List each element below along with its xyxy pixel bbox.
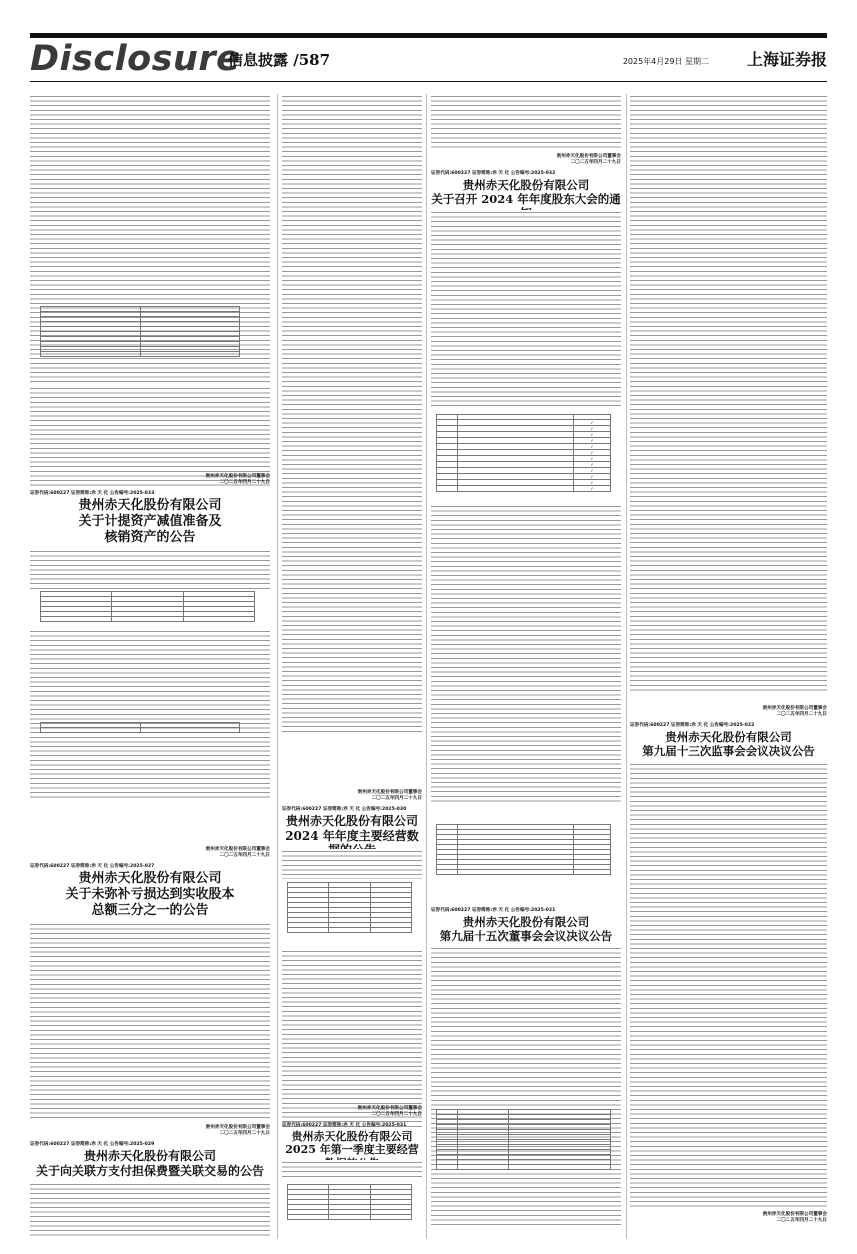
notice-title-line: 总额三分之一的公告: [91, 902, 209, 918]
column-1: [30, 94, 270, 1239]
signature: [358, 790, 422, 802]
notice-heading: [431, 915, 621, 943]
body-text: [630, 94, 827, 694]
check-mark: ✓: [574, 456, 611, 462]
table: [40, 306, 240, 357]
notice-title-line: 关于向关联方支付担保费暨关联交易的公告: [35, 1163, 264, 1178]
notice-title-line: 2024 年年度主要经营数: [285, 828, 419, 843]
notice-company: 贵州赤天化股份有限公司: [78, 871, 222, 886]
body-text: [30, 386, 270, 486]
check-mark: ✓: [574, 444, 611, 450]
issue-date: 2025年4月29日 星期二: [622, 57, 709, 66]
notice-title-line: 2025 年第一季度主要经营: [285, 1143, 419, 1157]
body-text: [431, 946, 621, 1226]
body-text: [30, 549, 270, 589]
check-mark: ✓: [574, 450, 611, 456]
brand-logo: Disclosure: [30, 39, 241, 79]
check-mark: ✓: [574, 420, 611, 426]
signature-name: 贵州赤天化股份有限公司董事会: [357, 790, 422, 795]
check-mark: ✓: [574, 432, 611, 438]
masthead-top-rule: [30, 33, 827, 38]
signature-name: 贵州赤天化股份有限公司董事会: [205, 847, 270, 852]
notice-meta: 证券代码:600227 证券简称:赤 天 化 公告编号:2025-029: [30, 1142, 155, 1147]
notice-company: 贵州赤天化股份有限公司: [665, 730, 792, 744]
table: [436, 824, 611, 875]
table: [40, 722, 240, 733]
notice-meta: 证券代码:600227 证券简称:赤 天 化 公告编号:2025-022: [630, 723, 755, 728]
body-text: [30, 1182, 270, 1239]
signature-date: 二〇二五年四月二十九日: [219, 852, 270, 858]
signature: [763, 1212, 827, 1224]
signature-date: 二〇二五年四月二十九日: [776, 1217, 827, 1223]
signature-date: 二〇二五年四月二十九日: [219, 479, 270, 485]
notice-heading: [30, 871, 270, 919]
signature-name: 贵州赤天化股份有限公司董事会: [205, 1125, 270, 1130]
table: [40, 591, 255, 622]
signature-name: 贵州赤天化股份有限公司董事会: [357, 1106, 422, 1111]
check-mark: ✓: [574, 486, 611, 492]
table: [287, 1184, 412, 1220]
notice-title-line: 第九届十五次董事会会议决议公告: [439, 929, 613, 944]
signature-date: 二〇二五年四月二十九日: [570, 159, 621, 165]
notice-meta: 证券代码:600227 证券简称:赤 天 化 公告编号:2025-027: [30, 864, 155, 869]
check-mark: ✓: [574, 474, 611, 480]
section-title: 信息披露 /587: [228, 51, 331, 69]
signature-name: 贵州赤天化股份有限公司董事会: [762, 1212, 827, 1217]
body-text: [630, 762, 827, 1207]
signature-date: 二〇二五年四月二十九日: [371, 1111, 422, 1117]
signature: [763, 706, 827, 718]
notice-title-line: 关于计提资产减值准备及: [78, 513, 222, 529]
notice-heading: [30, 498, 270, 546]
notice-title-line: 关于召开 2024 年年度股东大会的通: [431, 192, 621, 207]
notice-company: 贵州赤天化股份有限公司: [462, 915, 590, 929]
body-text: [282, 1160, 422, 1180]
signature-name: 贵州赤天化股份有限公司董事会: [205, 474, 270, 479]
signature-date: 二〇二五年四月二十九日: [776, 711, 827, 717]
signature: [206, 1125, 270, 1137]
notice-meta: 证券代码:600227 证券简称:赤 天 化 公告编号:2025-031: [282, 1123, 407, 1128]
notice-company: 贵州赤天化股份有限公司: [78, 498, 222, 513]
notice-title-line: 第九届十三次监事会会议决议公告: [642, 744, 815, 759]
body-text: [282, 949, 422, 1129]
signature-date: 二〇二五年四月二十九日: [219, 1130, 270, 1136]
table: [436, 1109, 611, 1170]
notice-company: 贵州赤天化股份有限公司: [285, 814, 418, 828]
body-text: [30, 629, 270, 799]
body-text: [431, 94, 621, 149]
check-mark: ✓: [574, 426, 611, 432]
notice-company: 贵州赤天化股份有限公司: [462, 178, 590, 192]
notice-heading: [30, 1149, 270, 1178]
notice-meta: 证券代码:600227 证券简称:赤 天 化 公告编号:2025-033: [30, 491, 155, 496]
notice-meta: 证券代码:600227 证券简称:赤 天 化 公告编号:2025-032: [431, 171, 556, 176]
notice-company: 贵州赤天化股份有限公司: [291, 1130, 413, 1143]
notice-title-line: 核销资产的公告: [104, 529, 196, 545]
body-text: [30, 922, 270, 1122]
column-divider: [277, 94, 278, 1239]
column-4: [630, 94, 827, 1239]
signature: [557, 154, 621, 166]
check-mark: ✓: [574, 480, 611, 486]
check-mark: ✓: [574, 468, 611, 474]
notice-title-line: 关于未弥补亏损达到实收股本: [65, 886, 235, 902]
body-text: [282, 849, 422, 879]
signature: [206, 474, 270, 486]
check-mark: ✓: [574, 438, 611, 444]
column-divider: [426, 94, 427, 1239]
notice-heading: [630, 730, 827, 758]
masthead-bottom-rule: [30, 81, 827, 82]
notice-meta: 证券代码:600227 证券简称:赤 天 化 公告编号:2025-030: [282, 807, 407, 812]
signature: [358, 1106, 422, 1118]
masthead: [30, 33, 827, 85]
check-mark: ✓: [574, 462, 611, 468]
signature: [206, 847, 270, 859]
signature-date: 二〇二五年四月二十九日: [371, 795, 422, 801]
body-text: [431, 504, 621, 804]
column-3: [431, 94, 621, 1239]
column-2: [282, 94, 422, 1239]
table: [287, 882, 412, 933]
body-text: [431, 210, 621, 410]
notice-meta: 证券代码:600227 证券简称:赤 天 化 公告编号:2025-021: [431, 908, 556, 913]
body-text: [282, 94, 422, 734]
newspaper-name: 上海证券报: [746, 50, 827, 69]
signature-name: 贵州赤天化股份有限公司董事会: [556, 154, 621, 159]
signature-name: 贵州赤天化股份有限公司董事会: [762, 706, 827, 711]
column-divider: [626, 94, 627, 1239]
agenda-table: [436, 414, 611, 492]
notice-company: 贵州赤天化股份有限公司: [83, 1149, 216, 1163]
